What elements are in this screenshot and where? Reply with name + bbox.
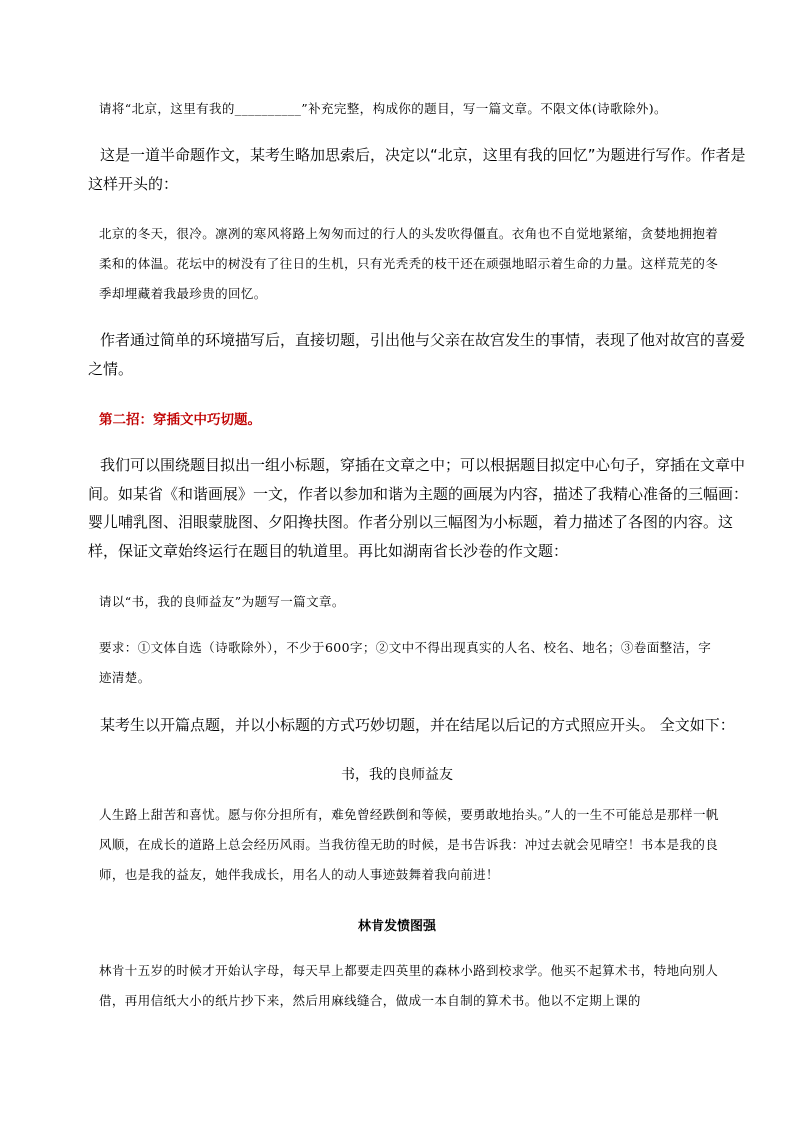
section-heading: 第二招：穿插文中巧切题。 <box>99 412 261 428</box>
essay-body-paragraph: 林肯十五岁的时候才开始认字母，每天早上都要走四英里的森林小路到校求学。他买不起算术书，特地向别人借，再用信纸大小的纸片抄下来，然后用麻线缝合，做成一本自制的算术书。他以不定期上课的 <box>99 963 719 1008</box>
requirements-paragraph: 要求：①文体自选（诗歌除外），不少于600字；②文中不得出现真实的人名、校名、地名；③卷面整洁，字迹清楚。 <box>99 640 712 685</box>
excerpt-paragraph: 北京的冬天，很冷。凛冽的寒风将路上匆匆而过的行人的头发吹得僵直。衣角也不自觉地紧缩，贪婪地拥抱着柔和的体温。花坛中的树没有了往日的生机，只有光秃秃的枝干还在顽强地昭示着生命的力量。这样荒芜的冬季却埋藏着我最珍贵的回忆。 <box>99 226 719 301</box>
intro-paragraph: 某考生以开篇点题，并以小标题的方式巧妙切题，并在结尾以后记的方式照应开头。 全文如下： <box>100 716 735 734</box>
method-paragraph: 我们可以围绕题目拟出一组小标题，穿插在文章之中；可以根据题目拟定中心句子，穿插在文章中间。如某省《和谐画展》一文，作者以参加和谐为主题的画展为内容，描述了我精心准备的三幅画：婴儿哺乳图、泪眼蒙胧图、夕阳搀扶图。作者分别以三幅图为小标题，着力描述了各图的内容。这样，保证文章始终运行在题目的轨道里。再比如湖南省长沙卷的作文题： <box>88 456 749 560</box>
essay-subtitle: 林肯发愤图强 <box>357 919 436 934</box>
essay-title: 书，我的良师益友 <box>341 767 453 783</box>
analysis-paragraph: 这是一道半命题作文，某考生略加思索后，决定以“北京，这里有我的回忆”为题进行写作。作者是这样开头的： <box>88 146 746 193</box>
essay-opening-paragraph: 人生路上甜苦和喜忧。愿与你分担所有，难免曾经跌倒和等候，要勇敢地抬头。”人的一生不可能总是那样一帆风顺，在成长的道路上总会经历风雨。当我彷徨无助的时候，是书告诉我：冲过去就会见晴空！书本是我的良师，也是我的益友，她伴我成长，用名人的动人事迹鼓舞着我向前进！ <box>99 807 719 882</box>
essay-prompt: 请以“书，我的良师益友”为题写一篇文章。 <box>99 594 345 609</box>
commentary-paragraph: 作者通过简单的环境描写后，直接切题，引出他与父亲在故宫发生的事情，表现了他对故宫的喜爱之情。 <box>88 331 746 378</box>
prompt-paragraph: 请将“北京，这里有我的__________”补充完整，构成你的题目，写一篇文章。不限文体(诗歌除外)。 <box>99 101 667 116</box>
